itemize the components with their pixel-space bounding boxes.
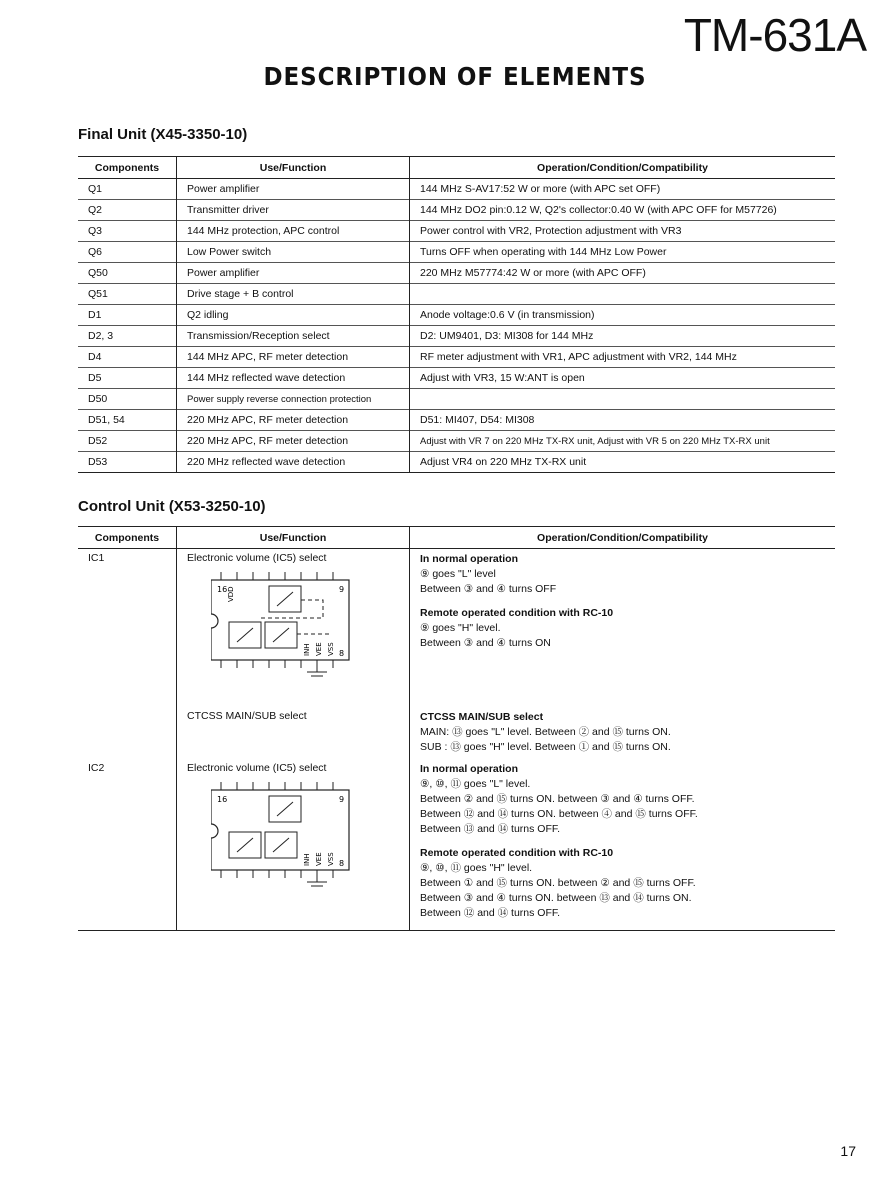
- table-row: [78, 200, 835, 221]
- cell-use-function: 220 MHz APC, RF meter detection: [177, 431, 410, 452]
- cell-operation: Adjust VR4 on 220 MHz TX-RX unit: [410, 452, 836, 473]
- ic1-pin-vss: VSS: [327, 642, 335, 656]
- ic1-ctcss-function: CTCSS MAIN/SUB select: [177, 707, 410, 759]
- cell-use-function: 220 MHz APC, RF meter detection: [177, 410, 410, 431]
- ic1-ctcss-operation: [410, 707, 836, 759]
- ic2-pin-8: 8: [339, 858, 345, 868]
- ic1-ctcss-line: MAIN: ⑬ goes "L" level. Between ② and ⑮ turns ON.: [420, 725, 671, 738]
- cell-operation: Power control with VR2, Protection adjustment with VR3: [410, 221, 836, 242]
- cell-component: D5: [78, 368, 177, 389]
- cell-component: Q2: [78, 200, 177, 221]
- cell-operation: D2: UM9401, D3: MI308 for 144 MHz: [410, 326, 836, 347]
- ic2-remote-heading: Remote operated condition with RC-10: [420, 846, 614, 859]
- ic1-pin-vdd: VDD: [227, 586, 235, 602]
- table-row: [78, 389, 835, 410]
- cell-operation: 220 MHz M57774:42 W or more (with APC OFF): [410, 263, 836, 284]
- cell-use-function: Power supply reverse connection protection: [177, 389, 410, 410]
- ic2-normal-heading: In normal operation: [420, 762, 519, 775]
- ic1-pin-9: 9: [339, 585, 345, 594]
- ic2-remote-line: ⑨, ⑩, ⑪ goes "H" level.: [420, 861, 533, 874]
- cell-use-function: Transmitter driver: [177, 200, 410, 221]
- table-row: [78, 368, 835, 389]
- table-row: [78, 410, 835, 431]
- ic1-remote-line: Between ③ and ④ turns ON: [420, 637, 551, 649]
- cell-component: D53: [78, 452, 177, 473]
- cell-operation: [410, 284, 836, 305]
- table-row: [78, 347, 835, 368]
- cell-component: Q51: [78, 284, 177, 305]
- cell-use-function: Low Power switch: [177, 242, 410, 263]
- ic1-remote-heading: Remote operated condition with RC-10: [420, 607, 614, 619]
- cell-use-function: 144 MHz protection, APC control: [177, 221, 410, 242]
- ic2-pin-16: 16: [217, 794, 228, 804]
- table-row-ic1-ctcss: [78, 707, 835, 759]
- cell-operation: D51: MI407, D54: MI308: [410, 410, 836, 431]
- control-table-header: [78, 527, 835, 549]
- ic1-normal-line: Between ③ and ④ turns OFF: [420, 583, 557, 595]
- cell-component: D51, 54: [78, 410, 177, 431]
- header-use-function: Use/Function: [177, 527, 410, 549]
- ic2-normal-line: Between ⑬ and ⑭ turns OFF.: [420, 822, 561, 835]
- header-components: Components: [78, 527, 177, 549]
- final-unit-table: [78, 156, 835, 473]
- ic2-normal-line: ⑨, ⑩, ⑪ goes "L" level.: [420, 777, 531, 790]
- table-row: [78, 326, 835, 347]
- table-row: [78, 431, 835, 452]
- ic1-normal-heading: In normal operation: [420, 553, 519, 565]
- ic2-remote-line: Between ⑫ and ⑭ turns OFF.: [420, 906, 561, 919]
- cell-use-function: Power amplifier: [177, 179, 410, 200]
- ic2-normal-line: Between ② and ⑮ turns ON. between ③ and ④ turns OFF.: [420, 792, 695, 805]
- cell-operation: [410, 389, 836, 410]
- table-row: [78, 179, 835, 200]
- ic1-ctcss-heading: CTCSS MAIN/SUB select: [420, 710, 544, 723]
- table-row: [78, 221, 835, 242]
- cell-operation: 144 MHz DO2 pin:0.12 W, Q2's collector:0.40 W (with APC OFF for M57726): [410, 200, 836, 221]
- ic1-pin-16: 16: [217, 585, 228, 594]
- table-row-ic1: [78, 549, 835, 707]
- header-use-function: Use/Function: [177, 157, 410, 179]
- page-number: 17: [840, 1143, 856, 1159]
- table-row: [78, 284, 835, 305]
- ic2-pin-vee: VEE: [315, 851, 323, 866]
- cell-use-function: 144 MHz reflected wave detection: [177, 368, 410, 389]
- cell-component: Q1: [78, 179, 177, 200]
- cell-operation: 144 MHz S-AV17:52 W or more (with APC set OFF): [410, 179, 836, 200]
- header-operation: Operation/Condition/Compatibility: [410, 157, 836, 179]
- ic2-function-label: Electronic volume (IC5) select: [187, 761, 327, 774]
- ic2-pin-9: 9: [339, 794, 345, 804]
- cell-operation: Anode voltage:0.6 V (in transmission): [410, 305, 836, 326]
- table-row: [78, 242, 835, 263]
- ic2-component: IC2: [78, 759, 177, 931]
- cell-component: D4: [78, 347, 177, 368]
- cell-use-function: Q2 idling: [177, 305, 410, 326]
- cell-component: Q3: [78, 221, 177, 242]
- table-row: [78, 452, 835, 473]
- ic1-ctcss-line: SUB : ⑬ goes "H" level. Between ① and ⑮ turns ON.: [420, 740, 671, 753]
- ic2-remote-line: Between ③ and ④ turns ON. between ⑬ and ⑭ turns ON.: [420, 891, 692, 904]
- header-operation: Operation/Condition/Compatibility: [410, 527, 836, 549]
- cell-operation: Turns OFF when operating with 144 MHz Low Power: [410, 242, 836, 263]
- table-row: [78, 305, 835, 326]
- final-unit-title: Final Unit (X45-3350-10): [78, 126, 248, 143]
- cell-use-function: 144 MHz APC, RF meter detection: [177, 347, 410, 368]
- cell-use-function: Transmission/Reception select: [177, 326, 410, 347]
- cell-use-function: 220 MHz reflected wave detection: [177, 452, 410, 473]
- cell-operation: RF meter adjustment with VR1, APC adjustment with VR2, 144 MHz: [410, 347, 836, 368]
- ic2-pin-inh: INH: [303, 852, 311, 866]
- ic2-remote-line: Between ① and ⑮ turns ON. between ② and ⑮ turns OFF.: [420, 876, 696, 889]
- cell-component: D52: [78, 431, 177, 452]
- cell-use-function: Power amplifier: [177, 263, 410, 284]
- cell-component: Q6: [78, 242, 177, 263]
- final-table-header: [78, 157, 835, 179]
- model-number: TM-631A: [683, 9, 866, 61]
- ic2-normal-line: Between ⑫ and ⑭ turns ON. between ④ and ⑮ turns OFF.: [420, 807, 698, 820]
- ic1-remote-line: ⑨ goes "H" level.: [420, 622, 501, 634]
- cell-use-function: Drive stage + B control: [177, 284, 410, 305]
- cell-component: D50: [78, 389, 177, 410]
- ic1-pin-vee: VEE: [315, 642, 323, 656]
- header-components: Components: [78, 157, 177, 179]
- control-unit-table: [78, 526, 835, 931]
- cell-operation: Adjust with VR 7 on 220 MHz TX-RX unit, Adjust with VR 5 on 220 MHz TX-RX unit: [410, 431, 836, 452]
- ic1-normal-line: ⑨ goes "L" level: [420, 568, 496, 580]
- table-row: [78, 263, 835, 284]
- ic1-function: [177, 549, 410, 707]
- table-row-ic2: [78, 759, 835, 931]
- ic1-pin-8: 8: [339, 649, 345, 658]
- cell-component: Q50: [78, 263, 177, 284]
- cell-operation: Adjust with VR3, 15 W:ANT is open: [410, 368, 836, 389]
- cell-component: D2, 3: [78, 326, 177, 347]
- ic2-pin-vss: VSS: [327, 851, 335, 866]
- control-unit-title: Control Unit (X53-3250-10): [78, 498, 266, 515]
- ic1-operation: [410, 549, 836, 707]
- ic1-function-label: Electronic volume (IC5) select: [187, 552, 327, 564]
- ic2-function: [177, 759, 410, 931]
- ic1-switch-diagram: [211, 572, 361, 682]
- page-title: DESCRIPTION OF ELEMENTS: [263, 62, 647, 91]
- cell-component: D1: [78, 305, 177, 326]
- ic2-switch-diagram: [211, 782, 361, 892]
- ic1-component: IC1: [88, 552, 105, 564]
- ic1-pin-inh: INH: [303, 643, 311, 656]
- ic2-operation: [410, 759, 836, 931]
